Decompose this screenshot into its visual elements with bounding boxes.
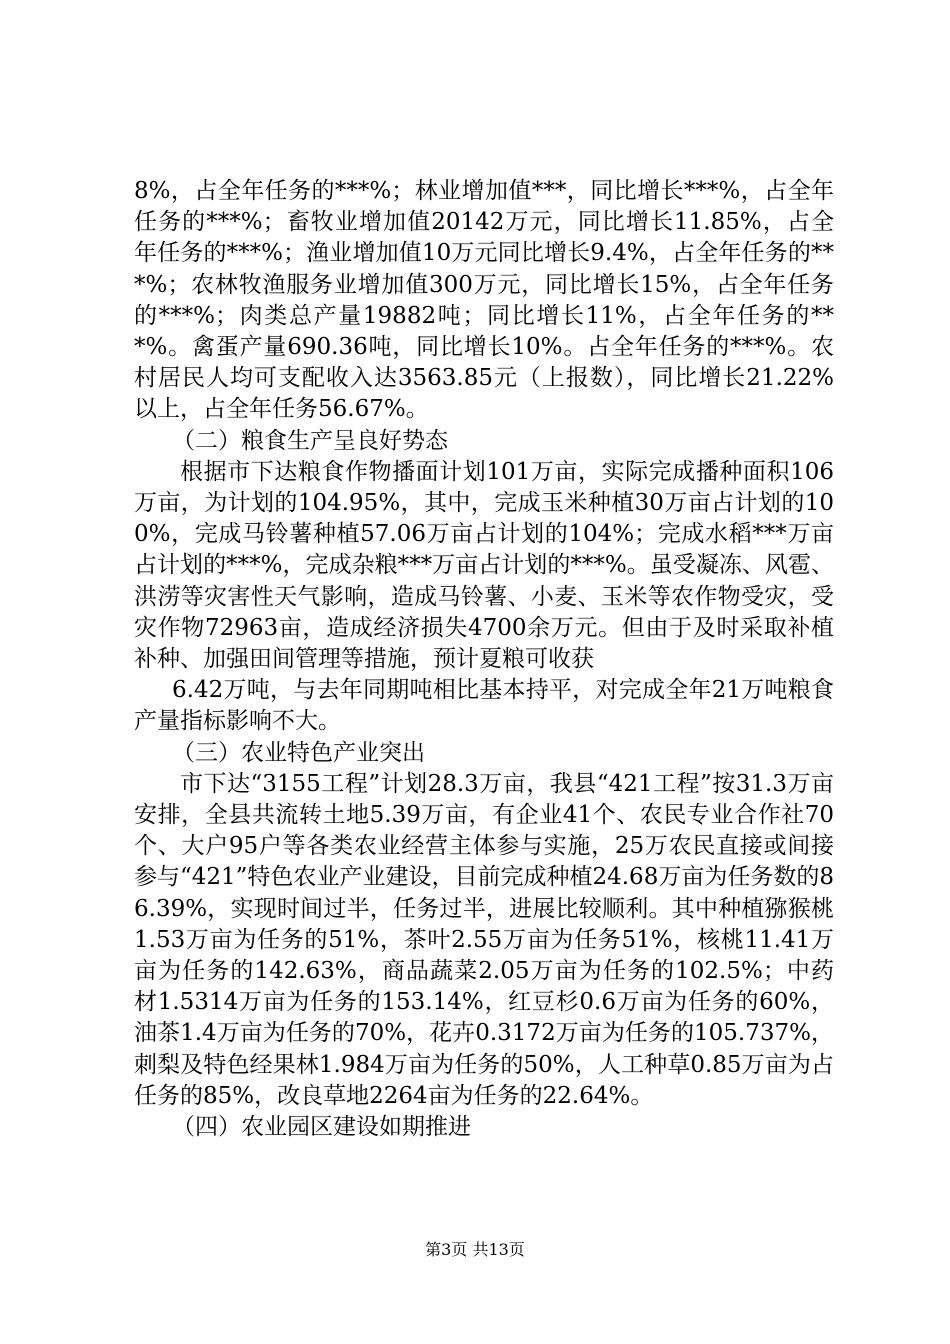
document-body <box>134 176 834 1143</box>
section-heading-parks: （四）农业园区建设如期推进 <box>172 1114 471 1141</box>
paragraph-grain-yield: 6.42万吨，与去年同期吨相比基本持平，对完成全年21万吨粮食产量指标影响不大。 <box>134 677 834 735</box>
paragraph-specialty-industry: 市下达“3155工程”计划28.3万亩，我县“421工程”按31.3万亩安排，全县共流转土地5.39万亩，有企业41个、农民专业合作社70个、大户95户等各类农业经营主体参与实施，25万农民直接或间接参与“421”特色农业产业建设，目前完成种植24.68万亩为任务数的86.39%，实现时间过半，任务过半，进展比较顺利。其中种植猕猴桃1.53万亩为任务的51%，茶叶2.55万亩为任务51%，核桃11.41万亩为任务的142.63%，商品蔬菜2.05万亩为任务的102.5%；中药材1.5314万亩为任务的153.14%，红豆杉0.6万亩为任务的60%，油茶1.4万亩为任务的70%，花卉0.3172万亩为任务的105.737%，刺梨及特色经果林1.984万亩为任务的50%，人工种草0.85万亩为占任务的85%，改良草地2264亩为任务的22.64%。 <box>134 770 834 1109</box>
page-number-footer: 第3页 共13页 <box>425 1240 525 1259</box>
section-heading-grain: （二）粮食生产呈良好势态 <box>172 427 448 454</box>
paragraph-agriculture-stats: 8%，占全年任务的***%；林业增加值***，同比增长***%，占全年任务的***%；畜牧业增加值20142万元，同比增长11.85%，占全年任务的***%；渔业增加值10万元同比增长9.4%，占全年任务的***%；农林牧渔服务业增加值300万元，同比增长15%，占全年任务的***%；肉类总产量19882吨；同比增长11%，占全年任务的***%。禽蛋产量690.36吨，同比增长10%。占全年任务的***%。农村居民人均可支配收入达3563.85元（上报数），同比增长21.22%以上，占全年任务56.67%。 <box>134 178 834 423</box>
section-heading-specialty: （三）农业特色产业突出 <box>172 739 425 766</box>
paragraph-grain-production: 根据市下达粮食作物播面计划101万亩，实际完成播种面积106万亩，为计划的104.95%，其中，完成玉米种植30万亩占计划的100%，完成马铃薯种植57.06万亩占计划的104%；完成水稻***万亩占计划的***%，完成杂粮***万亩占计划的***%。虽受凝冻、风雹、洪涝等灾害性天气影响，造成马铃薯、小麦、玉米等农作物受灾，受灾作物72963亩，造成经济损失4700余万元。但由于及时采取补植补种、加强田间管理等措施，预计夏粮可收获 <box>134 458 834 673</box>
